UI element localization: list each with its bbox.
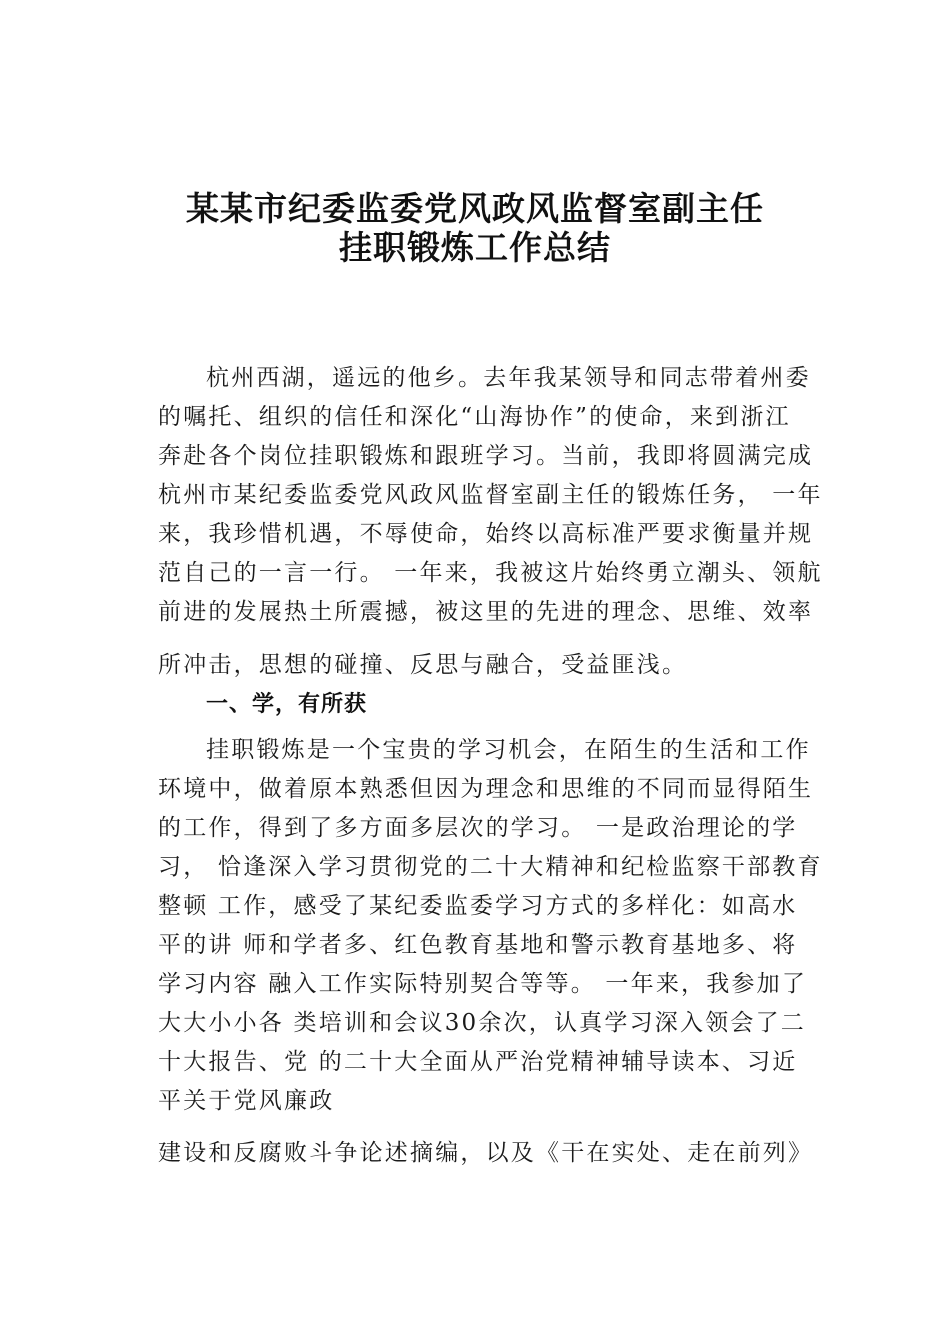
document-title-line-1: 某某市纪委监委党风政风监督室副主任 xyxy=(186,189,764,228)
intro-line: 来，我珍惜机遇，不辱使命，始终以高标准严要求衡量并规 xyxy=(158,521,814,547)
section1-line: 整顿 工作，感受了某纪委监委学习方式的多样化：如高水 xyxy=(158,893,798,919)
intro-line: 前进的发展热土所震撼，被这里的先进的理念、思维、效率 xyxy=(158,599,814,625)
section1-line: 十大报告、党 的二十大全面从严治党精神辅导读本、习近 xyxy=(158,1049,798,1075)
section1-line: 挂职锻炼是一个宝贵的学习机会，在陌生的生活和工作 xyxy=(206,737,811,763)
section1-line: 平关于党风廉政 xyxy=(158,1088,335,1114)
section1-line: 学习内容 融入工作实际特别契合等等。 一年来，我参加了 xyxy=(158,971,808,997)
section1-line: 习， 恰逢深入学习贯彻党的二十大精神和纪检监察干部教育 xyxy=(158,854,823,880)
section1-line: 的工作，得到了多方面多层次的学习。 一是政治理论的学 xyxy=(158,815,798,841)
intro-line: 杭州西湖，遥远的他乡。去年我某领导和同志带着州委 xyxy=(206,365,811,391)
section1-line: 平的讲 师和学者多、红色教育基地和警示教育基地多、将 xyxy=(158,932,798,958)
section-heading: 一、学，有所获 xyxy=(206,692,368,717)
intro-line: 奔赴各个岗位挂职锻炼和跟班学习。当前，我即将圆满完成 xyxy=(158,443,814,469)
intro-line: 杭州市某纪委监委党风政风监督室副主任的锻炼任务， 一年 xyxy=(158,482,823,508)
section1-line: 大大小小各 类培训和会议30余次，认真学习深入领会了二 xyxy=(158,1010,806,1036)
intro-line: 范自己的一言一行。 一年来，我被这片始终勇立潮头、领航 xyxy=(158,560,823,586)
document-title-line-2: 挂职锻炼工作总结 xyxy=(339,228,611,267)
intro-line: 的嘱托、组织的信任和深化“山海协作”的使命，来到浙江 xyxy=(158,404,791,430)
intro-line: 所冲击，思想的碰撞、反思与融合，受益匪浅。 xyxy=(158,652,688,678)
continuation-line: 建设和反腐败斗争论述摘编，以及《干在实处、走在前列》 xyxy=(158,1140,814,1166)
section1-line: 环境中，做着原本熟悉但因为理念和思维的不同而显得陌生 xyxy=(158,776,814,802)
